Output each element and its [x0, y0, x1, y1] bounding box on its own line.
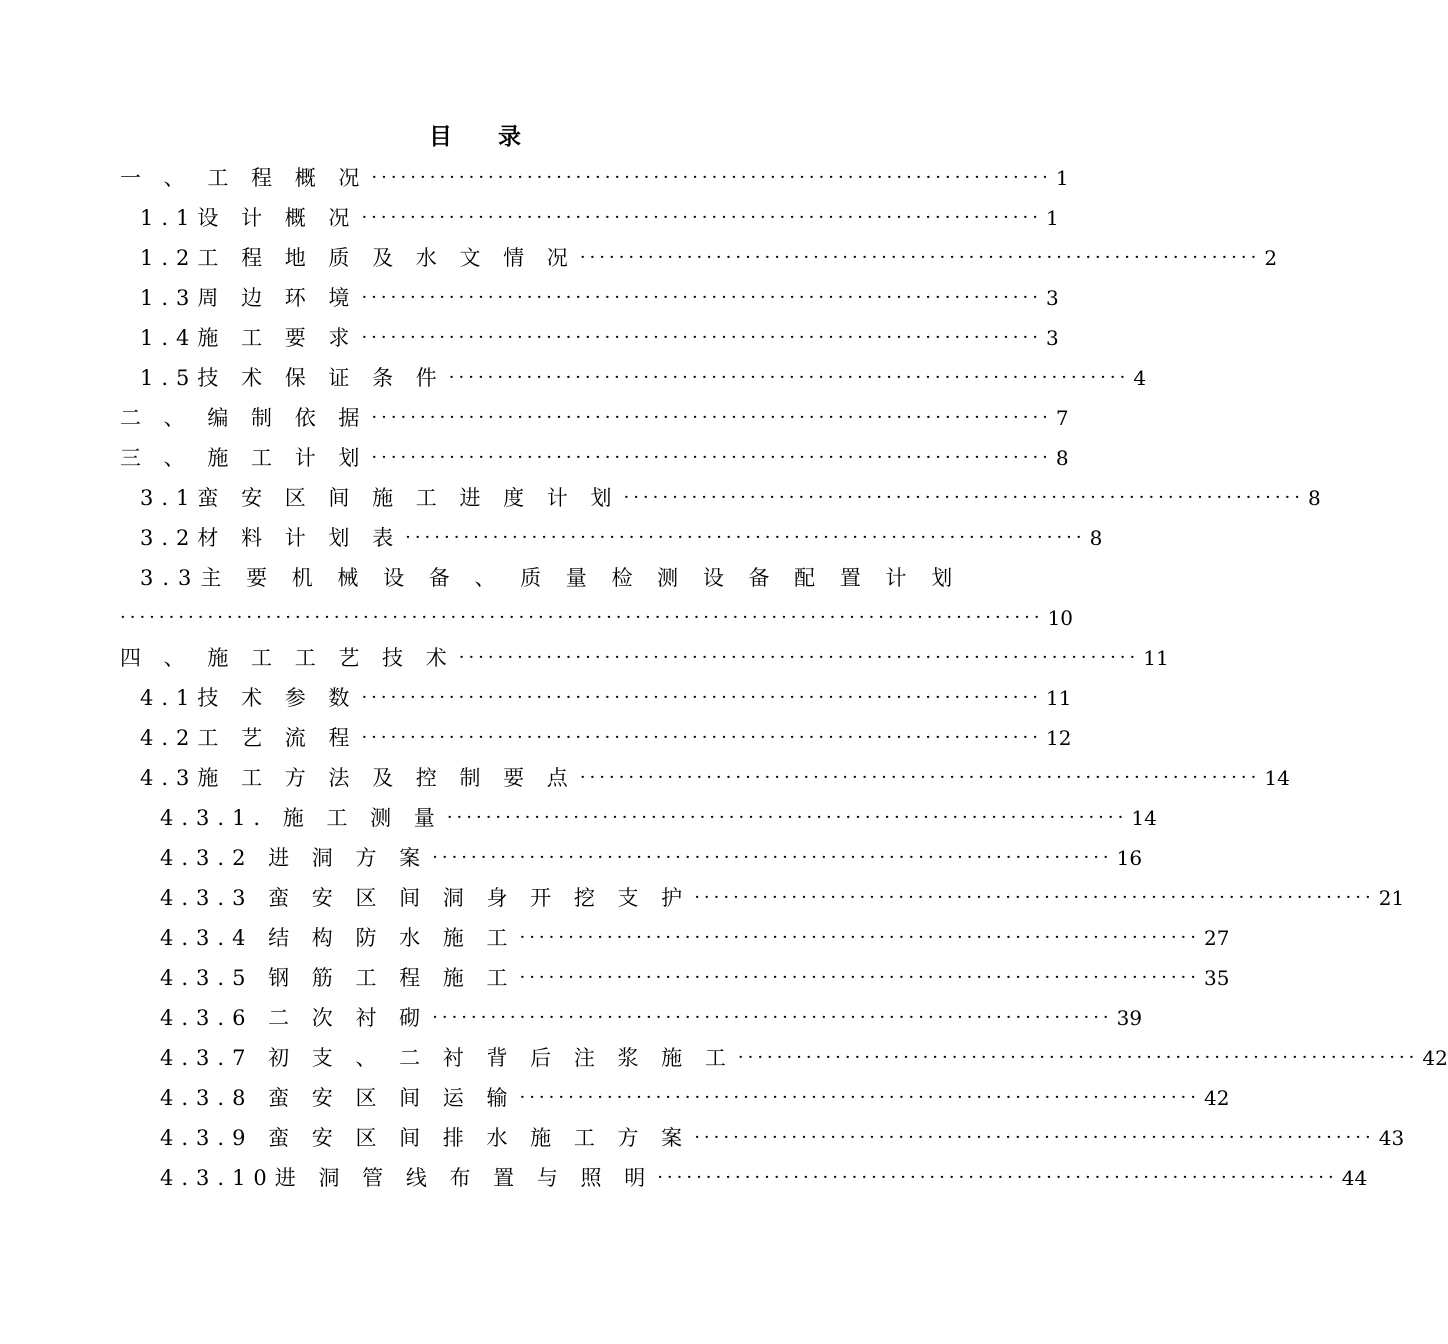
toc-page-number: 35 — [1204, 966, 1230, 990]
toc-entry-text: 4.3.5 钢 筋 工 程 施 工 — [160, 966, 516, 990]
toc-page-number: 42 — [1422, 1046, 1448, 1070]
toc-entry[interactable] — [120, 438, 1069, 478]
toc-leader-dots: ······································································ — [361, 687, 1042, 708]
toc-page-number: 1 — [1045, 206, 1059, 230]
toc-leader-dots: ······································································ — [579, 767, 1261, 788]
toc-leader-dots: ······································································ — [361, 327, 1042, 348]
toc-entry-text: 1.3周 边 环 境 — [140, 286, 358, 310]
toc-leader-dots: ······································································ — [694, 1127, 1375, 1148]
toc-page-number: 2 — [1264, 246, 1278, 270]
toc-entry[interactable] — [140, 758, 1290, 798]
toc-entry[interactable] — [160, 958, 1230, 998]
toc-page-number: 3 — [1045, 286, 1059, 310]
toc-entry[interactable] — [140, 718, 1072, 758]
toc-page-number: 11 — [1045, 686, 1072, 710]
toc-page-number: 4 — [1133, 366, 1147, 390]
toc-entry[interactable] — [140, 358, 1147, 398]
toc-entry[interactable] — [160, 1078, 1230, 1118]
toc-leader-dots: ······································································ — [579, 247, 1261, 268]
toc-title-char-1: 目 — [429, 123, 452, 150]
toc-entry-text: 4.3.4 结 构 防 水 施 工 — [160, 926, 516, 950]
toc-page-number: 21 — [1378, 886, 1405, 910]
toc-page-number: 3 — [1045, 326, 1059, 350]
toc-page-number: 1 — [1055, 166, 1069, 190]
toc-entry[interactable] — [120, 398, 1069, 438]
toc-title — [0, 118, 950, 151]
toc-page-number: 43 — [1378, 1126, 1405, 1150]
toc-entry-text: 1.5技 术 保 证 条 件 — [140, 366, 445, 390]
toc-entry-text: 4.3.3 蛮 安 区 间 洞 身 开 挖 支 护 — [160, 886, 691, 910]
toc-leader-dots: ······································································ — [623, 487, 1305, 508]
toc-entry-text: 4.3.2 进 洞 方 案 — [160, 846, 429, 870]
toc-page-number: 27 — [1204, 926, 1230, 950]
toc-entry[interactable] — [140, 518, 1103, 558]
toc-leader-dots: ······································································ — [361, 207, 1042, 228]
toc-page-number: 14 — [1131, 806, 1157, 830]
toc-leader-dots: ······································································ — [371, 167, 1052, 188]
toc-leader-dots: ······································································ — [458, 647, 1140, 668]
toc-leader-dots: ······································································ — [519, 1087, 1201, 1108]
toc-entry-text: 3.1蛮 安 区 间 施 工 进 度 计 划 — [140, 486, 620, 510]
toc-page-number: 39 — [1116, 1006, 1143, 1030]
toc-page-number: 11 — [1143, 646, 1169, 670]
toc-entry-text: 1.4施 工 要 求 — [140, 326, 358, 350]
toc-entry[interactable] — [140, 678, 1072, 718]
toc-entry[interactable] — [160, 1038, 1448, 1078]
toc-entry-text: 4.3.9 蛮 安 区 间 排 水 施 工 方 案 — [160, 1126, 691, 1150]
toc-title-char-2: 录 — [498, 123, 521, 150]
toc-page-number: 8 — [1089, 526, 1103, 550]
toc-leader-dots: ······································································ — [519, 967, 1201, 988]
toc-entry[interactable] — [160, 918, 1230, 958]
toc-page-number: 8 — [1055, 446, 1069, 470]
toc-leader-dots: ······································································ — [694, 887, 1375, 908]
toc-entry-text: 4.3.6 二 次 衬 砌 — [160, 1006, 429, 1030]
toc-entry-text: 4.3.7 初 支 、 二 衬 背 后 注 浆 施 工 — [160, 1046, 734, 1070]
toc-leader-dots: ······································································ — [432, 847, 1113, 868]
toc-page-number: 14 — [1264, 766, 1290, 790]
toc-entry[interactable] — [120, 638, 1169, 678]
toc-entry-text: 1.2工 程 地 质 及 水 文 情 况 — [140, 246, 576, 270]
toc-leader-dots: ······························································································· — [120, 607, 1044, 628]
toc-leader-dots: ······································································ — [371, 447, 1052, 468]
toc-entry-text: 三 、 施 工 计 划 — [120, 446, 368, 470]
toc-page-number: 12 — [1045, 726, 1072, 750]
toc-entry-text: 4.3施 工 方 法 及 控 制 要 点 — [140, 766, 576, 790]
toc-entry-continuation[interactable] — [120, 598, 1074, 638]
toc-entry[interactable] — [120, 158, 1069, 198]
toc-entry[interactable] — [160, 998, 1143, 1038]
toc-entry[interactable] — [140, 198, 1059, 238]
toc-leader-dots: ······································································ — [361, 727, 1042, 748]
toc-entry[interactable] — [160, 838, 1143, 878]
toc-page-number: 7 — [1055, 406, 1069, 430]
toc-entry[interactable] — [140, 318, 1059, 358]
toc-leader-dots: ······································································ — [657, 1167, 1338, 1188]
toc-leader-dots: ······································································ — [448, 367, 1130, 388]
toc-entry[interactable] — [160, 1118, 1405, 1158]
toc-page-number: 8 — [1308, 486, 1321, 510]
toc-entry-text: 1.1设 计 概 况 — [140, 206, 358, 230]
toc-entry-text: 3.3主 要 机 械 设 备 、 质 量 检 测 设 备 配 置 计 划 — [140, 566, 962, 590]
toc-leader-dots: ······································································ — [371, 407, 1052, 428]
toc-leader-dots: ······································································ — [361, 287, 1042, 308]
toc-entry-text: 4.3.10进 洞 管 线 布 置 与 照 明 — [160, 1166, 654, 1190]
toc-page-number: 10 — [1047, 606, 1074, 630]
toc-entry-text: 4.3.1. 施 工 测 量 — [160, 806, 443, 830]
toc-entry[interactable] — [140, 278, 1059, 318]
toc-entry-text: 一 、 工 程 概 况 — [120, 166, 368, 190]
toc-entry-text: 3.2材 料 计 划 表 — [140, 526, 402, 550]
toc-entry-text: 四 、 施 工 工 艺 技 术 — [120, 646, 455, 670]
toc-entry-text: 二 、 编 制 依 据 — [120, 406, 368, 430]
toc-page-number: 42 — [1204, 1086, 1230, 1110]
toc-entry-text: 4.1技 术 参 数 — [140, 686, 358, 710]
toc-entry[interactable] — [140, 238, 1278, 278]
toc-leader-dots: ······································································ — [737, 1047, 1419, 1068]
toc-entry[interactable] — [160, 878, 1405, 918]
toc-entry-text: 4.2工 艺 流 程 — [140, 726, 358, 750]
toc-leader-dots: ······································································ — [519, 927, 1201, 948]
toc-page-number: 16 — [1116, 846, 1143, 870]
toc-leader-dots: ······································································ — [405, 527, 1086, 548]
toc-entry[interactable] — [140, 478, 1321, 518]
toc-entry[interactable] — [160, 1158, 1368, 1198]
toc-page-number: 44 — [1341, 1166, 1368, 1190]
toc-entry[interactable] — [140, 558, 962, 598]
toc-leader-dots: ······································································ — [446, 807, 1128, 828]
toc-entry[interactable] — [160, 798, 1157, 838]
toc-entry-text: 4.3.8 蛮 安 区 间 运 输 — [160, 1086, 516, 1110]
toc-leader-dots: ······································································ — [432, 1007, 1113, 1028]
